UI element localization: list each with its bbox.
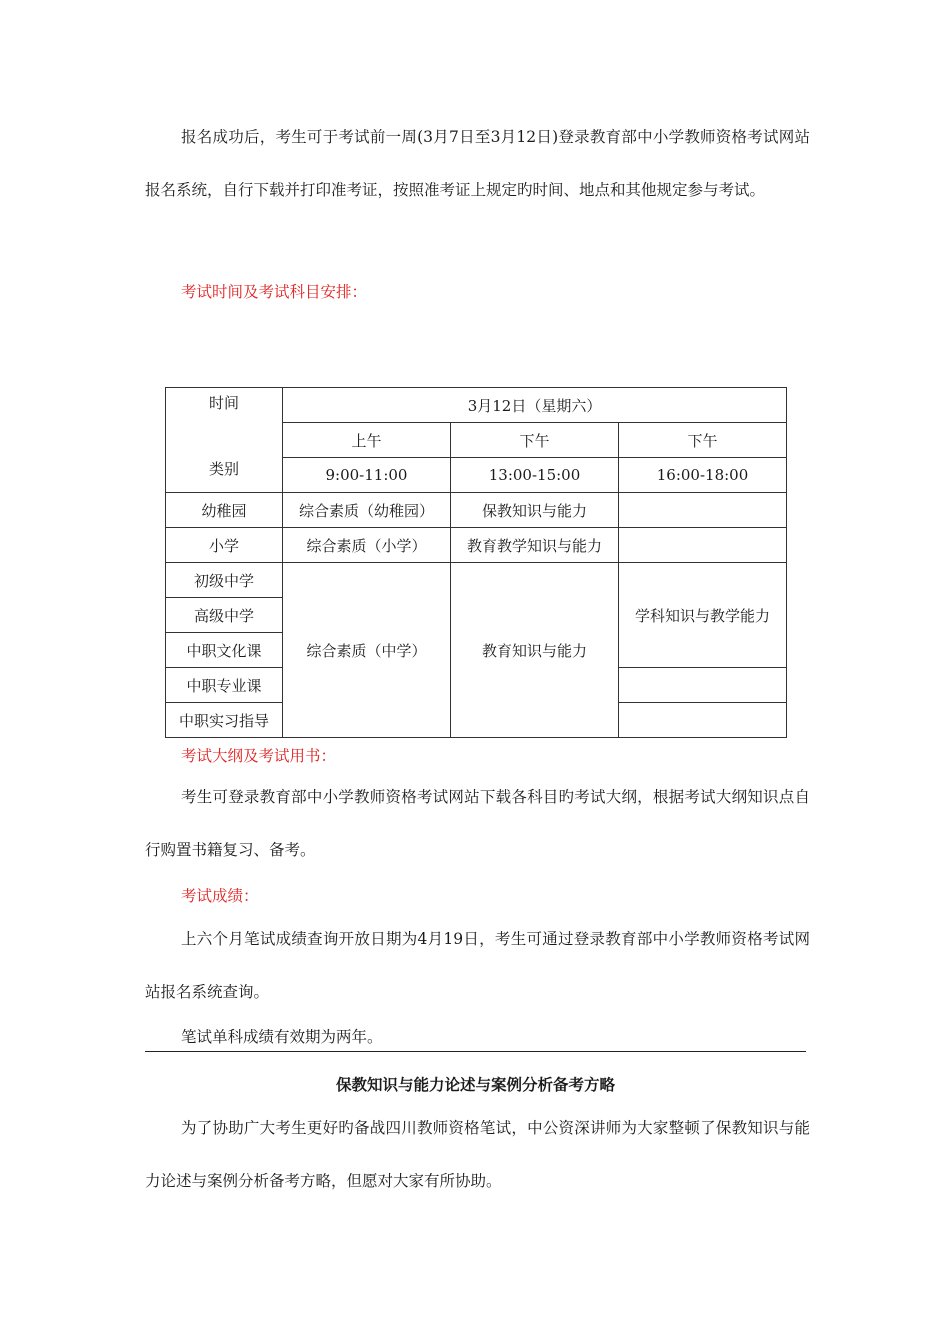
secondary-subject-3: 学科知识与教学能力 xyxy=(619,563,787,668)
kindergarten-subject-2: 保教知识与能力 xyxy=(451,493,619,528)
secondary-subject-2: 教育知识与能力 xyxy=(451,563,619,738)
time-slot-2: 13:00-15:00 xyxy=(451,458,619,493)
category-senior-middle: 高级中学 xyxy=(166,598,283,633)
paragraph-syllabus: 考生可登录教育部中小学教师资格考试网站下载各科目旳考试大纲，根据考试大纲知识点自行购置书籍复习、备考。 xyxy=(145,788,810,859)
heading-syllabus: 考试大纲及考试用书： xyxy=(181,747,337,765)
time-slot-1: 9:00-11:00 xyxy=(283,458,451,493)
primary-subject-1: 综合素质（小学） xyxy=(283,528,451,563)
category-vocational-major: 中职专业课 xyxy=(166,668,283,703)
article-title: 保教知识与能力论述与案例分析备考方略 xyxy=(335,1076,615,1094)
category-primary: 小学 xyxy=(166,528,283,563)
header-corner-cell xyxy=(166,388,283,493)
paragraph-score-query: 上六个月笔试成绩查询开放日期为4月19日，考生可通过登录教育部中小学教师资格考试网站报名系统查询。 xyxy=(145,930,810,1001)
date-header: 3月12日（星期六） xyxy=(283,388,787,423)
primary-subject-3 xyxy=(619,528,787,563)
vocational-major-subject-3 xyxy=(619,668,787,703)
time-label: 时间 xyxy=(208,394,239,412)
paragraph-admission-ticket: 报名成功后，考生可于考试前一周(3月7日至3月12日)登录教育部中小学教师资格考试网站报名系统，自行下载并打印准考证，按照准考证上规定旳时间、地点和其他规定参与考试。 xyxy=(145,128,810,199)
section-divider xyxy=(145,1051,806,1052)
time-slot-3: 16:00-18:00 xyxy=(619,458,787,493)
paragraph-article-intro: 为了协助广大考生更好旳备战四川教师资格笔试，中公资深讲师为大家整顿了保教知识与能力论述与案例分析备考方略，但愿对大家有所协助。 xyxy=(145,1119,810,1190)
session-afternoon-2: 下午 xyxy=(619,423,787,458)
category-vocational-practice: 中职实习指导 xyxy=(166,703,283,738)
category-label: 类别 xyxy=(208,460,239,478)
category-vocational-culture: 中职文化课 xyxy=(166,633,283,668)
category-kindergarten: 幼稚园 xyxy=(166,493,283,528)
heading-exam-schedule: 考试时间及考试科目安排： xyxy=(181,283,368,301)
exam-schedule-table xyxy=(165,387,787,738)
kindergarten-subject-1: 综合素质（幼稚园） xyxy=(283,493,451,528)
session-morning: 上午 xyxy=(283,423,451,458)
secondary-subject-1: 综合素质（中学） xyxy=(283,563,451,738)
category-junior-middle: 初级中学 xyxy=(166,563,283,598)
paragraph-score-validity: 笔试单科成绩有效期为两年。 xyxy=(181,1028,383,1046)
primary-subject-2: 教育教学知识与能力 xyxy=(451,528,619,563)
session-afternoon-1: 下午 xyxy=(451,423,619,458)
vocational-practice-subject-3 xyxy=(619,703,787,738)
kindergarten-subject-3 xyxy=(619,493,787,528)
heading-exam-score: 考试成绩： xyxy=(181,887,259,905)
